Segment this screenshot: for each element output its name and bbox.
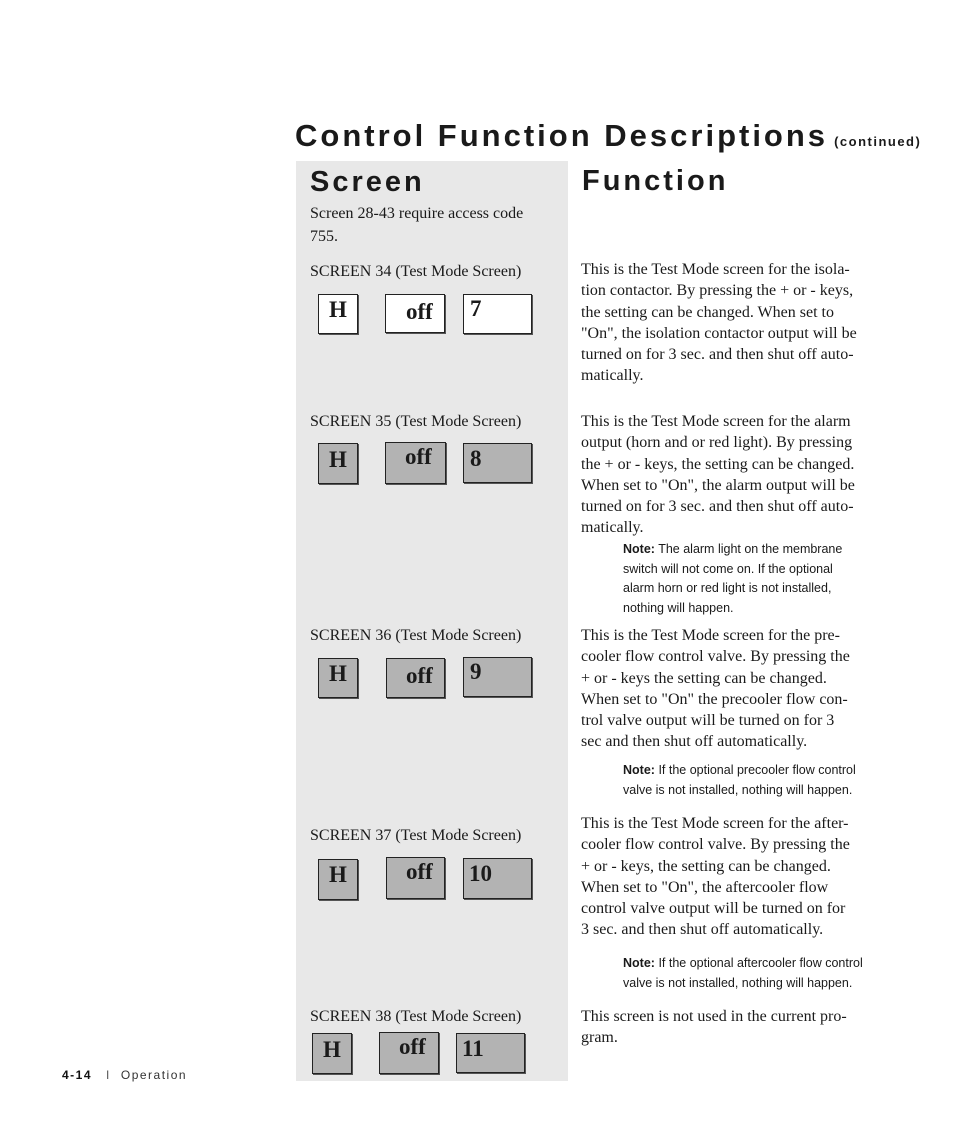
- screen-35-note-text: The alarm light on the membrane switch will not come on. If the optional alarm horn or red light is not installed, nothing will happen.: [623, 542, 843, 615]
- screen-37-box-h: H: [318, 859, 358, 900]
- screen-34-box-off: off: [385, 294, 445, 333]
- footer-page-number: 4-14: [62, 1068, 93, 1082]
- screen-37-box-off: off: [386, 857, 445, 899]
- page-title: [295, 118, 921, 154]
- screen-35-box-h: H: [318, 443, 358, 484]
- function-heading: Function: [582, 165, 729, 197]
- screen-36-box-off: off: [386, 658, 445, 698]
- screen-37-label: SCREEN 37 (Test Mode Screen): [310, 827, 522, 844]
- screen-heading: Screen: [310, 166, 425, 198]
- access-code-note: Screen 28-43 require access code 755.: [310, 205, 524, 245]
- screen-34-description: This is the Test Mode screen for the isola- tion contactor. By pressing the + or - keys, the setting can be changed. When set to "On", the isolation contactor output will be turned on for 3 sec. and then shut off auto- matically.: [581, 261, 857, 385]
- screen-37-note-text: If the optional aftercooler flow control valve is not installed, nothing will happen.: [623, 956, 863, 990]
- screen-36-note-text: If the optional precooler flow control valve is not installed, nothing will happen.: [623, 763, 856, 797]
- screen-38-box-off: off: [379, 1032, 439, 1074]
- footer-separator: I: [106, 1068, 111, 1082]
- screen-35-label: SCREEN 35 (Test Mode Screen): [310, 413, 522, 430]
- screen-36-box-h: H: [318, 658, 358, 698]
- screen-35-box-number: 8: [463, 443, 532, 483]
- screen-38-label: SCREEN 38 (Test Mode Screen): [310, 1008, 522, 1025]
- screen-36-note-label: Note:: [623, 763, 655, 777]
- screen-38-box-h: H: [312, 1033, 352, 1074]
- screen-36-box-number: 9: [463, 657, 532, 697]
- screen-37-box-number: 10: [463, 858, 532, 899]
- screen-36-label: SCREEN 36 (Test Mode Screen): [310, 627, 522, 644]
- screen-35-note-label: Note:: [623, 542, 655, 556]
- screen-35-box-off: off: [385, 442, 446, 484]
- screen-35-description: This is the Test Mode screen for the alarm output (horn and or red light). By pressing the + or - keys, the setting can be changed. When set to "On", the alarm output will be turned on for 3 sec. and then shut off auto- matically.: [581, 413, 855, 537]
- page-footer: [62, 1068, 187, 1082]
- title-suffix: (continued): [834, 134, 922, 149]
- screen-37-note: [623, 954, 898, 993]
- screen-34-box-number: 7: [463, 294, 532, 334]
- screen-36-description: This is the Test Mode screen for the pre- cooler flow control valve. By pressing the + or - keys the setting can be changed. When set to "On" the precooler flow con- trol valve output will be turned on for 3 sec and then shut off automatically.: [581, 627, 850, 751]
- title-main: Control Function Descriptions: [295, 118, 829, 153]
- screen-38-box-number: 11: [456, 1033, 525, 1073]
- screen-38-description: This screen is not used in the current pro- gram.: [581, 1008, 847, 1047]
- footer-section: Operation: [120, 1068, 188, 1082]
- screen-37-note-label: Note:: [623, 956, 655, 970]
- screen-34-label: SCREEN 34 (Test Mode Screen): [310, 263, 522, 280]
- screen-37-description: This is the Test Mode screen for the after- cooler flow control valve. By pressing the + or - keys, the setting can be changed. When set to "On", the aftercooler flow control valve output will be turned on for 3 sec. and then shut off automatically.: [581, 815, 850, 939]
- screen-36-note: [623, 761, 898, 800]
- screen-35-note: [623, 540, 898, 618]
- screen-34-box-h: H: [318, 294, 358, 334]
